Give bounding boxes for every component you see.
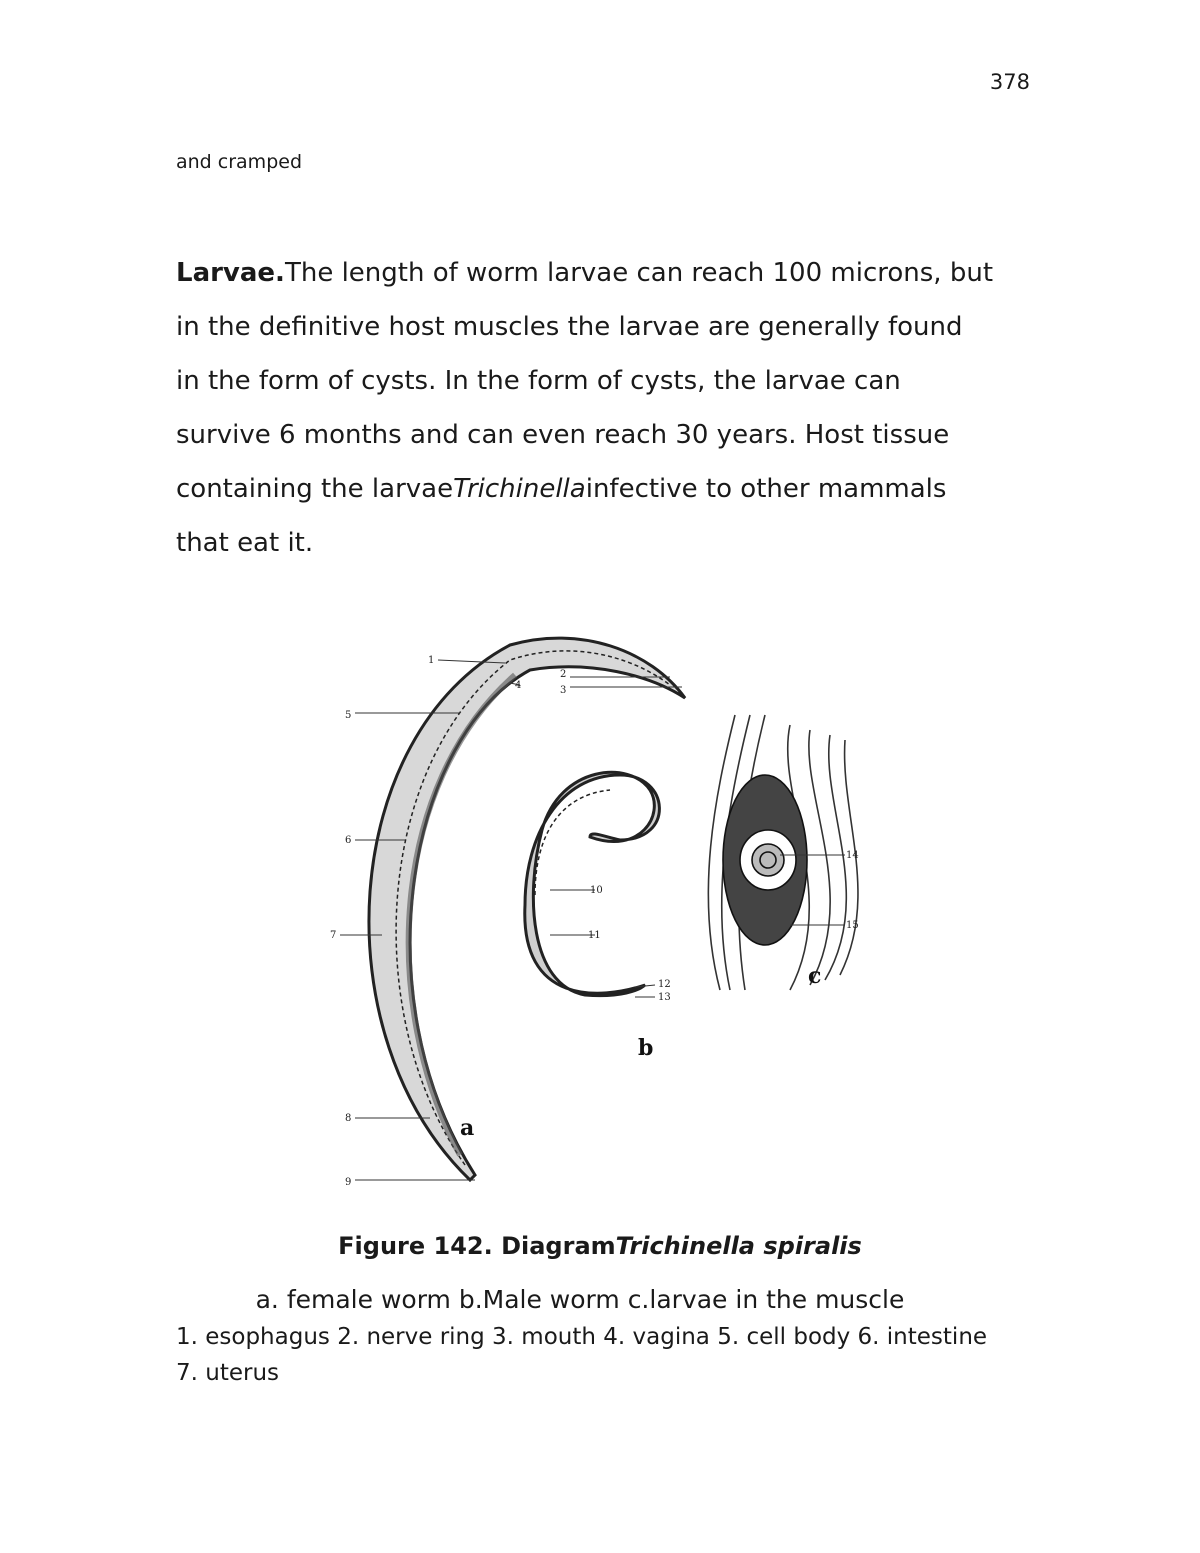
- body-paragraph: [176, 246, 1046, 570]
- caption-title-italic: Trichinella spiralis: [615, 1232, 862, 1260]
- paragraph-lead: Larvae.: [176, 258, 285, 288]
- trichinella-diagram: [320, 615, 880, 1205]
- continuation-text: and cramped: [176, 151, 303, 173]
- paragraph-line-4: survive 6 months and can even reach 30 years. Host tissue: [176, 420, 950, 450]
- diagram-svg: [320, 615, 880, 1205]
- paragraph-line-5: [176, 462, 1046, 516]
- callout-10: 10: [590, 885, 603, 896]
- panel-label-c: c: [808, 963, 822, 989]
- callout-13: 13: [658, 992, 671, 1003]
- callout-1: 1: [428, 655, 435, 666]
- paragraph-line-5-post: infective to other mammals: [585, 474, 947, 504]
- paragraph-line-6: that eat it.: [176, 528, 314, 558]
- caption-title-bold: Figure 142. Diagram: [338, 1232, 616, 1260]
- callout-5: 5: [345, 710, 352, 721]
- callout-14: 14: [846, 850, 859, 861]
- panel-label-a: a: [460, 1115, 475, 1141]
- paragraph-line-1-text: The length of worm larvae can reach 100 microns, but: [284, 258, 994, 288]
- muscle-cyst-drawing: [708, 715, 858, 990]
- callout-3: 3: [560, 685, 567, 696]
- figure-caption-title: [0, 1232, 1200, 1260]
- paragraph-line-5-pre: containing the larvae: [176, 474, 454, 504]
- callout-6: 6: [345, 835, 352, 846]
- callout-11: 11: [588, 930, 601, 941]
- figure-caption-subtitle: a. female worm b.Male worm c.larvae in the muscle: [255, 1285, 905, 1314]
- figure-legend-line-2: 7. uterus: [176, 1360, 280, 1386]
- callout-8: 8: [345, 1113, 352, 1124]
- callout-4: 4: [515, 680, 522, 691]
- callout-2: 2: [560, 669, 567, 680]
- page-number: 378: [989, 70, 1030, 94]
- panel-label-b: b: [638, 1035, 654, 1061]
- figure-legend-line-1: 1. esophagus 2. nerve ring 3. mouth 4. vagina 5. cell body 6. intestine: [176, 1324, 988, 1350]
- callout-15: 15: [846, 920, 859, 931]
- paragraph-line-5-italic: Trichinella: [453, 474, 586, 504]
- paragraph-line-1: [176, 246, 1046, 300]
- callout-7: 7: [330, 930, 337, 941]
- callout-12: 12: [658, 979, 671, 990]
- callout-9: 9: [345, 1177, 352, 1188]
- male-worm-drawing: [525, 772, 660, 995]
- paragraph-line-2: in the definitive host muscles the larvae are generally found: [176, 312, 963, 342]
- paragraph-line-3: in the form of cysts. In the form of cysts, the larvae can: [176, 366, 901, 396]
